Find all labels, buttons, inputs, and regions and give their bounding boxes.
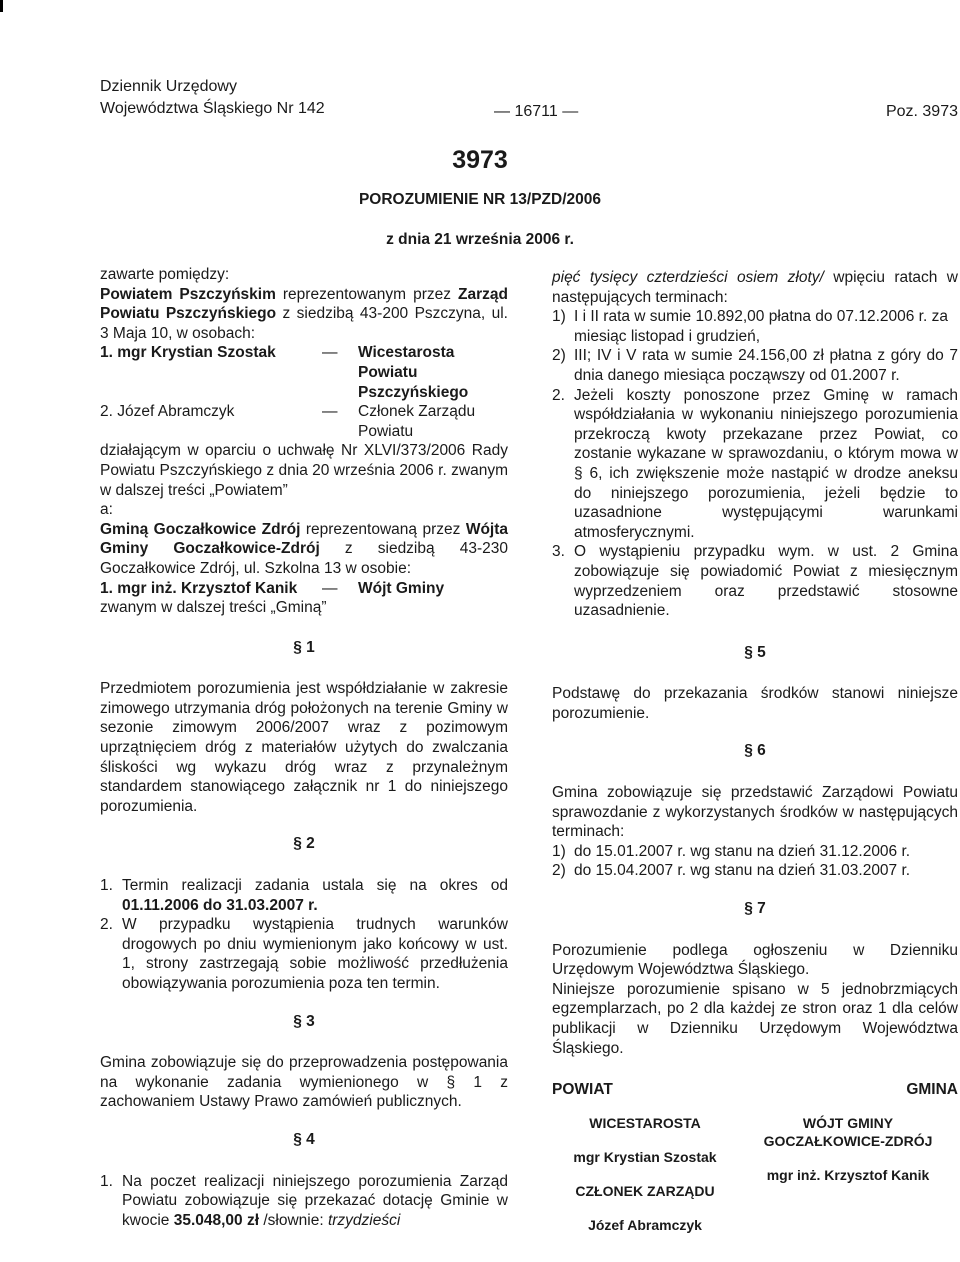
list-text bbox=[122, 876, 508, 915]
document-date: z dnia 21 września 2006 r. bbox=[386, 231, 574, 248]
list-text: I i II rata w sumie 10.892,00 płatna do 07.12.2006 r. za miesiąc listopad i grudzień, bbox=[574, 308, 948, 345]
list-text: W przypadku wystąpienia trudnych warunków drogowych po dniu wymienionym jako końcowy w ust. 1, strony zastrzegają sobie możliwość przedłużenia obowiązywania porozumienia poza ten termin. bbox=[122, 916, 508, 992]
person-dash: — bbox=[322, 403, 338, 421]
section-7-text-2: Niniejsze porozumienie spisano w 5 jednobrzmiących egzemplarzach, po 2 dla każdej ze stron oraz 1 dla celów publikacji w Dzienniku Urzędowym Województwa Śląskiego. bbox=[552, 980, 958, 1057]
list-number: 1. bbox=[100, 877, 113, 895]
list-number: 3. bbox=[552, 543, 565, 561]
corner-mark bbox=[0, 0, 3, 12]
list-number: 2) bbox=[552, 862, 566, 880]
grant-text: Na poczet realizacji niniejszego porozumienia Zarząd Powiatu zobowiązuje się przekazać dotację Gminie w kwocie bbox=[122, 1172, 508, 1229]
journal-line1: Dziennik Urzędowy bbox=[100, 78, 237, 95]
signature-gmina-label: GMINA bbox=[906, 1081, 958, 1099]
gmina-party bbox=[100, 520, 508, 579]
acting-basis: działającym w oparciu o uchwałę Nr XLVI/373/2006 Rady Powiatu Pszczyńskiego z dnia 20 września 2006 r. zwanym w dalszej treści „Powiatem” bbox=[100, 442, 508, 499]
person-dash: — bbox=[322, 344, 338, 362]
person-role: Wójt Gminy bbox=[358, 579, 445, 597]
section-7-heading: § 7 bbox=[744, 900, 766, 918]
section-6-text: Gmina zobowiązuje się przedstawić Zarządowi Powiatu sprawozdanie z wykorzystanych środków w następujących terminach: bbox=[552, 784, 958, 841]
section-3-heading: § 3 bbox=[293, 1012, 315, 1030]
grant-words: trzydzieści bbox=[327, 1211, 401, 1229]
powiat-board: Zarząd Powiatu Pszczyńskiego bbox=[100, 285, 508, 323]
person-row bbox=[100, 343, 508, 402]
document-title: POROZUMIENIE NR 13/PZD/2006 bbox=[358, 191, 602, 208]
list-number: 2) bbox=[552, 347, 566, 365]
person-dash: — bbox=[322, 579, 338, 597]
signature-title: WICESTAROSTA bbox=[589, 1114, 701, 1131]
gmina-wojt: Wójta Gminy Goczałkowice-Zdrój bbox=[100, 520, 508, 558]
person-row bbox=[100, 402, 508, 441]
section-1-text: Przedmiotem porozumienia jest współdziałanie w zakresie zimowego utrzymania dróg położonych na terenie Gminy w sezonie zimowym 2006/2007 wraz z pozimowym uprzątnięciem dróg z materiałów użytych do zwalczania śliskości wg wykazu dróg wraz z przynależnym standardem stanowiącego załącznik nr 1 do niniejszego porozumienia. bbox=[100, 680, 508, 815]
list-text bbox=[122, 1172, 508, 1231]
powiat-address: z siedzibą 43-200 Pszczyna, ul. 3 Maja 10, w osobach: bbox=[100, 305, 508, 342]
section-5-text: Podstawę do przekazania środków stanowi niniejsze porozumienie. bbox=[552, 685, 958, 722]
gmina-name: Gminą Goczałkowice Zdrój bbox=[100, 520, 301, 538]
list-item bbox=[100, 1172, 508, 1231]
grant-continuation bbox=[552, 268, 958, 307]
list-number: 1) bbox=[552, 308, 566, 326]
signature-title: WÓJT GMINY bbox=[802, 1114, 894, 1131]
section-2-heading: § 2 bbox=[293, 835, 315, 853]
list-text: do 15.04.2007 r. wg stanu na dzień 31.03.2007 r. bbox=[574, 862, 911, 880]
section-6-heading: § 6 bbox=[744, 742, 766, 760]
and-text: a: bbox=[100, 501, 113, 519]
person-name: 2. Józef Abramczyk bbox=[100, 403, 235, 421]
journal-line2: Województwa Śląskiego Nr 142 bbox=[100, 100, 325, 117]
list-item bbox=[552, 861, 958, 881]
left-column bbox=[100, 265, 508, 1230]
grant-amount: 35.048,00 zł bbox=[173, 1211, 260, 1229]
list-item bbox=[552, 307, 958, 346]
section-5-heading: § 5 bbox=[744, 643, 766, 661]
person-role: Członek Zarządu Powiatu bbox=[358, 403, 476, 440]
signature-gmina bbox=[738, 1114, 958, 1234]
list-number: 1. bbox=[100, 1172, 113, 1190]
gmina-address: z siedzibą 43-230 Goczałkowice Zdrój, ul. Szkolna 13 w osobie: bbox=[100, 540, 508, 577]
position-number: Poz. 3973 bbox=[885, 103, 958, 120]
list-number: 2. bbox=[552, 386, 565, 404]
page-header bbox=[100, 76, 960, 126]
right-column bbox=[552, 268, 958, 1234]
signature-powiat bbox=[552, 1114, 738, 1234]
list-number: 1) bbox=[552, 842, 566, 860]
list-text: O wystąpieniu przypadku wym. w ust. 2 Gmina zobowiązuje się powiadomić Powiat z miesięcznym wyprzedzeniem oraz przedstawić stosowne uzasadnienie. bbox=[574, 543, 958, 620]
list-item bbox=[100, 915, 508, 993]
signatures-block bbox=[552, 1114, 958, 1234]
list-number: 2. bbox=[100, 916, 113, 934]
installments-intro: wpięciu ratach w następujących terminach: bbox=[552, 269, 958, 306]
signatures-header bbox=[552, 1080, 958, 1100]
page-number: — 16711 — bbox=[494, 103, 579, 120]
gmina-called: zwanym w dalszej treści „Gminą” bbox=[100, 599, 327, 617]
intro-text: zawarte pomiędzy: bbox=[100, 266, 230, 283]
person-name: 1. mgr Krystian Szostak bbox=[100, 344, 276, 362]
signature-title: GOCZAŁKOWICE-ZDRÓJ bbox=[763, 1132, 933, 1149]
person-row bbox=[100, 579, 508, 599]
list-item bbox=[552, 542, 958, 620]
term-dates: 01.11.2006 do 31.03.2007 r. bbox=[122, 896, 318, 914]
grant-words-cont: pięć tysięcy czterdzieści osiem złoty/ bbox=[552, 269, 824, 286]
document-number: 3973 bbox=[452, 146, 508, 174]
list-text: Jeżeli koszty ponoszone przez Gminę w ramach współdziałania w wykonaniu niniejszego porozumienia przekroczą kwoty przekazane przez Powiat, co zostanie wykazane w sprawozdaniu, o którym mowa w § 6, ich zwiększenie może nastąpić w drodze aneksu do niniejszego porozumienia, jeżeli będzie to uzasadnione występującymi warunkami atmosferycznymi. bbox=[574, 386, 958, 541]
list-item bbox=[552, 386, 958, 543]
powiat-party bbox=[100, 285, 508, 344]
signature-name: mgr Krystian Szostak bbox=[573, 1148, 717, 1165]
journal-title bbox=[100, 76, 325, 120]
powiat-name: Powiatem Pszczyńskim bbox=[100, 285, 276, 303]
gmina-rep: reprezentowaną przez bbox=[305, 520, 461, 538]
section-4-heading: § 4 bbox=[293, 1130, 315, 1148]
list-text: do 15.01.2007 r. wg stanu na dzień 31.12.2006 r. bbox=[574, 842, 911, 860]
list-text: III; IV i V rata w sumie 24.156,00 zł płatna z góry do 7 dnia danego miesiąca począwszy od 01.2007 r. bbox=[574, 347, 958, 384]
signature-powiat-label: POWIAT bbox=[552, 1081, 613, 1099]
signature-title: CZŁONEK ZARZĄDU bbox=[575, 1182, 715, 1199]
person-role: Wicestarosta Powiatu Pszczyńskiego bbox=[358, 344, 469, 401]
section-7-text-1: Porozumienie podlega ogłoszeniu w Dzienniku Urzędowym Województwa Śląskiego. bbox=[552, 941, 958, 979]
list-item bbox=[552, 346, 958, 385]
signature-name: mgr inż. Krzysztof Kanik bbox=[766, 1166, 930, 1183]
grant-slownie: /słownie: bbox=[263, 1211, 324, 1229]
section-1-heading: § 1 bbox=[293, 638, 315, 656]
section-3-text: Gmina zobowiązuje się do przeprowadzenia postępowania na wykonanie zadania wymienionego w § 1 z zachowaniem Ustawy Prawo zamówień publicznych. bbox=[100, 1054, 508, 1111]
list-item bbox=[100, 876, 508, 915]
person-name: 1. mgr inż. Krzysztof Kanik bbox=[100, 579, 298, 597]
powiat-rep: reprezentowanym przez bbox=[282, 285, 452, 303]
list-item bbox=[552, 842, 958, 862]
signature-name: Józef Abramczyk bbox=[588, 1216, 702, 1233]
term-text: Termin realizacji zadania ustala się na okres od bbox=[122, 877, 508, 895]
